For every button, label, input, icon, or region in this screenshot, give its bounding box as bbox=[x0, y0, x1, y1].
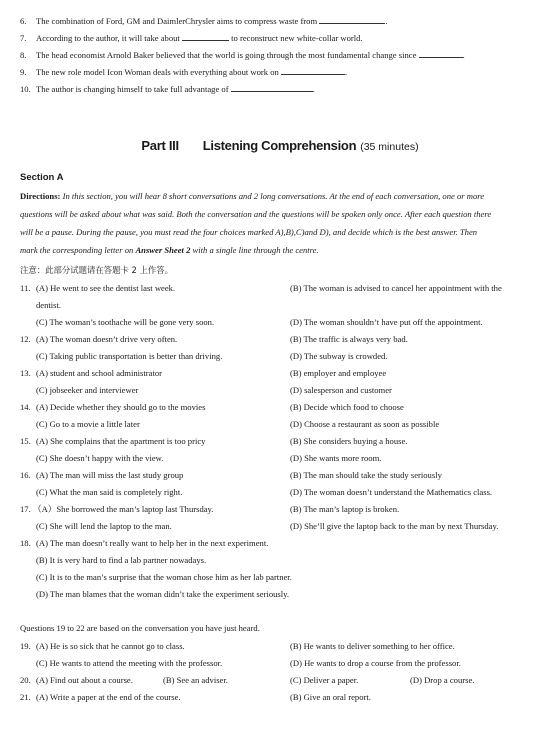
option-b: (B) The woman is advised to cancel her appointment with the bbox=[290, 283, 502, 293]
question-tail: . bbox=[385, 16, 388, 26]
option-c: (C) jobseeker and interviewer bbox=[36, 385, 139, 395]
question-number: 15. bbox=[20, 436, 31, 446]
question-number: 14. bbox=[20, 402, 31, 412]
option-d: (D) Choose a restaurant as soon as possible bbox=[290, 419, 440, 429]
part-duration: (35 minutes) bbox=[360, 141, 419, 153]
question-tail: . bbox=[344, 67, 348, 77]
option-d: (D) She wants more room. bbox=[290, 453, 382, 463]
part-title: Listening Comprehension bbox=[202, 138, 357, 153]
option-b: (B) He wants to deliver something to her office. bbox=[290, 641, 455, 651]
option-d: (D) The woman doesn’t understand the Mathematics class. bbox=[290, 487, 493, 497]
answer-sheet-ref: Answer Sheet 2 bbox=[135, 245, 191, 255]
question-tail: . bbox=[462, 50, 465, 60]
option-b: (B) She considers buying a house. bbox=[290, 436, 408, 446]
option-c: (C) Deliver a paper. bbox=[290, 675, 359, 685]
option-a: (A) He went to see the dentist last week. bbox=[36, 283, 176, 293]
option-c: (C) He wants to attend the meeting with the professor. bbox=[36, 658, 223, 668]
question-number: 21. bbox=[20, 692, 31, 702]
option-a: (A) Write a paper at the end of the course. bbox=[36, 692, 181, 702]
question-stem: The author is changing himself to take full advantage of bbox=[36, 84, 229, 94]
option-a: (A) He is so sick that he cannot go to class. bbox=[36, 641, 185, 651]
option-a: (A) Decide whether they should go to the movies bbox=[36, 402, 206, 412]
directions-text: In this section, you will hear 8 short conversations and 2 long conversations. At the end of each conversation, one or more bbox=[62, 191, 485, 201]
question-text bbox=[36, 16, 387, 27]
question-number: 20. bbox=[20, 675, 31, 685]
question-text bbox=[36, 67, 347, 78]
option-b-continued: dentist. bbox=[36, 300, 62, 310]
answer-blank bbox=[319, 16, 388, 26]
option-a: (A) Find out about a course. bbox=[36, 675, 133, 685]
option-a: (A) The man doesn’t really want to help her in the next experiment. bbox=[36, 538, 269, 548]
option-c: (C) She doesn’t happy with the view. bbox=[36, 453, 164, 463]
question-tail: to reconstruct new white-collar world. bbox=[231, 33, 363, 43]
option-b: (B) The traffic is always very bad. bbox=[290, 334, 408, 344]
question-number: 11. bbox=[20, 283, 31, 293]
question-number: 13. bbox=[20, 368, 31, 378]
option-a: (A) student and school administrator bbox=[36, 368, 163, 378]
part-number: Part III bbox=[141, 138, 179, 153]
option-d: (D) She’ll give the laptop back to the man by next Thursday. bbox=[290, 521, 499, 531]
question-number: 7. bbox=[20, 33, 27, 43]
directions-text: mark the corresponding letter on bbox=[20, 245, 136, 255]
section-heading: Section A bbox=[20, 172, 64, 183]
answer-blank bbox=[419, 50, 463, 58]
question-number: 17. bbox=[20, 504, 31, 514]
option-b: (B) The man should take the study seriously bbox=[290, 470, 442, 480]
question-text bbox=[36, 84, 315, 95]
option-a: (A) The man will miss the last study group bbox=[36, 470, 184, 480]
option-d: (D) The subway is crowded. bbox=[290, 351, 388, 361]
option-c: (C) It is to the man’s surprise that the woman chose him as her lab partner. bbox=[36, 572, 292, 582]
option-b: (B) Decide which food to choose bbox=[290, 402, 404, 412]
question-stem: The combination of Ford, GM and DaimlerChrysler aims to compress waste from bbox=[36, 16, 318, 26]
option-c: (C) Go to a movie a little later bbox=[36, 419, 140, 429]
option-c: (C) Taking public transportation is better than driving. bbox=[36, 351, 223, 361]
chinese-note: 注意：此部分试题请在答题卡 2 上作答。 bbox=[20, 265, 174, 275]
directions-line bbox=[20, 245, 540, 256]
option-b: (B) employer and employee bbox=[290, 368, 387, 378]
question-stem: The head economist Arnold Baker believed that the world is going through the most fundamental change since bbox=[36, 50, 417, 60]
answer-blank bbox=[281, 67, 348, 77]
option-c: (C) What the man said is completely right. bbox=[36, 487, 183, 497]
option-d: (D) The man blames that the woman didn’t take the experiment seriously. bbox=[36, 589, 290, 599]
option-b: (B) The man’s laptop is broken. bbox=[290, 504, 400, 514]
question-number: 16. bbox=[20, 470, 31, 480]
option-d: (D) Drop a course. bbox=[410, 675, 475, 685]
part-heading bbox=[0, 137, 560, 155]
option-c: (C) She will lend the laptop to the man. bbox=[36, 521, 172, 531]
question-tail: . bbox=[312, 84, 315, 94]
directions-line bbox=[20, 191, 540, 202]
option-a: (A) The woman doesn’t drive very often. bbox=[36, 334, 178, 344]
directions-label: Directions: bbox=[20, 191, 61, 201]
option-a: （A）She borrowed the man’s laptop last Thursday. bbox=[33, 504, 214, 514]
directions-line: questions will be asked about what was said. Both the conversation and the questions will be spoken only once. After each question there bbox=[20, 209, 492, 219]
question-number: 19. bbox=[20, 641, 31, 651]
conversation-intro: Questions 19 to 22 are based on the conversation you have just heard. bbox=[20, 623, 260, 633]
option-d: (D) The woman shouldn’t have put off the appointment. bbox=[290, 317, 483, 327]
option-b: (B) Give an oral report. bbox=[290, 692, 371, 702]
option-c: (C) The woman’s toothache will be gone very soon. bbox=[36, 317, 215, 327]
directions-line: will be a pause. During the pause, you must read the four choices marked A),B),C)and D), and decide which is the best answer. Then bbox=[20, 227, 478, 237]
question-number: 18. bbox=[20, 538, 31, 548]
option-d: (D) He wants to drop a course from the professor. bbox=[290, 658, 461, 668]
option-d: (D) salesperson and customer bbox=[290, 385, 392, 395]
question-text bbox=[36, 50, 465, 61]
answer-blank bbox=[231, 84, 313, 92]
question-number: 9. bbox=[20, 67, 27, 77]
question-stem: According to the author, it will take about bbox=[36, 33, 180, 43]
answer-blank bbox=[182, 33, 229, 41]
directions-text: with a single line through the centre. bbox=[190, 245, 319, 255]
question-number: 6. bbox=[20, 16, 27, 26]
option-a: (A) She complains that the apartment is too pricy bbox=[36, 436, 206, 446]
question-number: 10. bbox=[20, 84, 31, 94]
question-stem: The new role model Icon Woman deals with everything about work on bbox=[36, 67, 279, 77]
question-number: 8. bbox=[20, 50, 27, 60]
option-b: (B) It is very hard to find a lab partner nowadays. bbox=[36, 555, 207, 565]
question-number: 12. bbox=[20, 334, 31, 344]
option-b: (B) See an adviser. bbox=[163, 675, 228, 685]
question-text bbox=[36, 33, 363, 44]
